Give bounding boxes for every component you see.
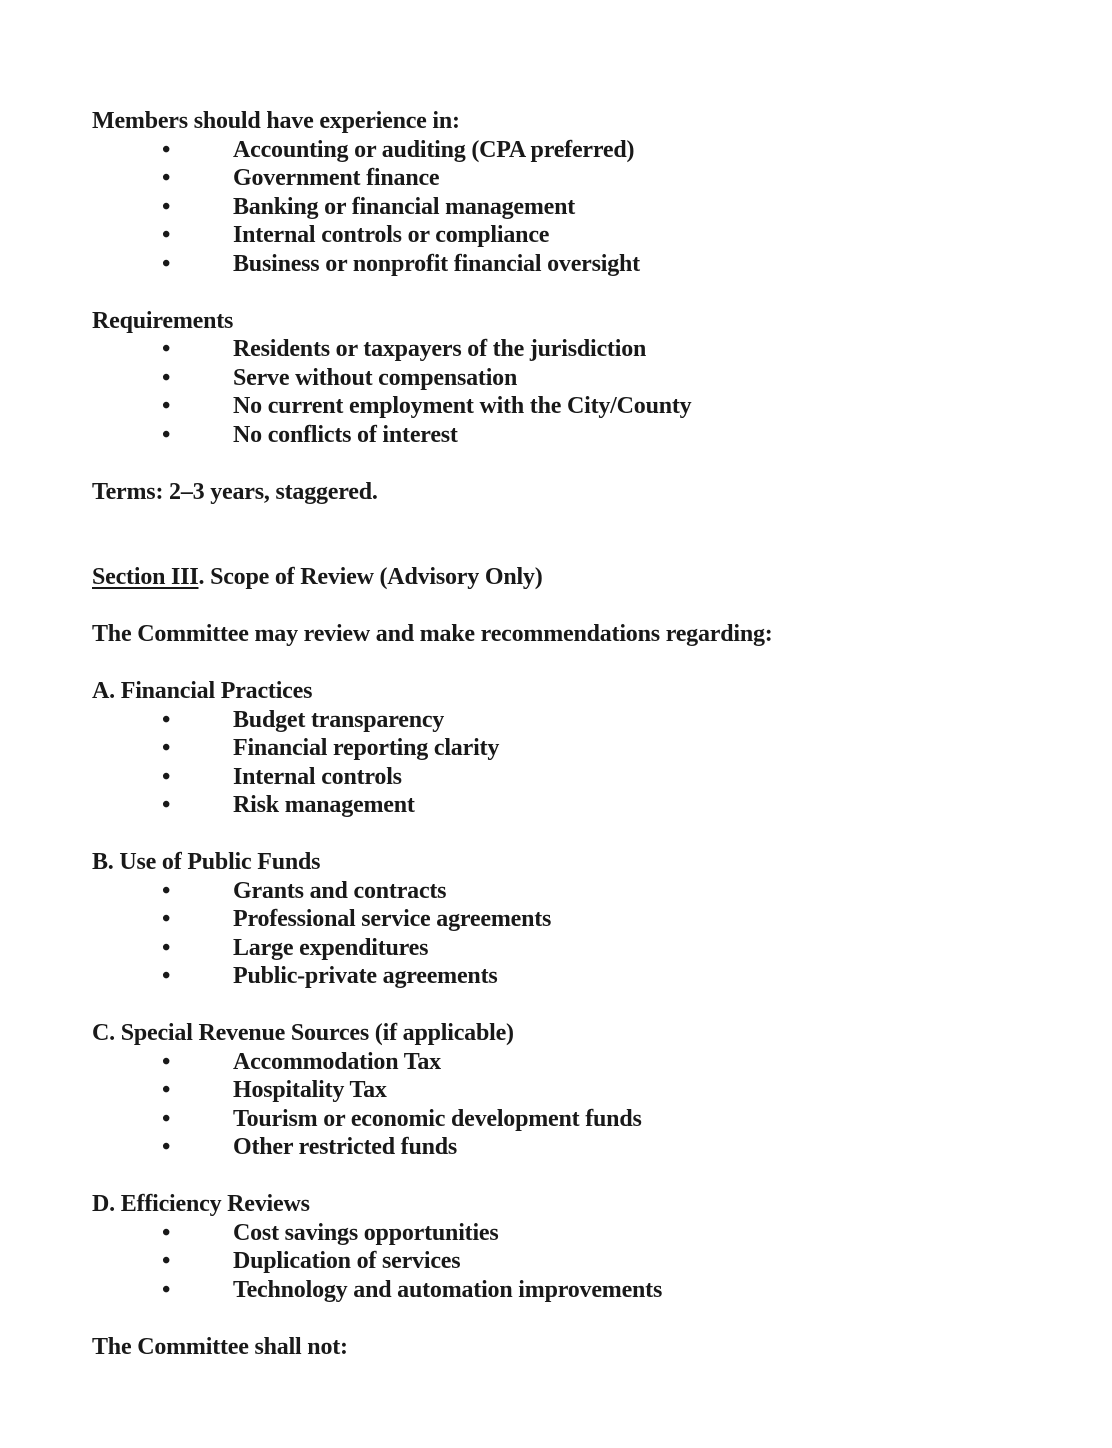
doc-block-requirements bbox=[92, 307, 1062, 450]
bullet-item-text: Internal controls or compliance bbox=[233, 222, 550, 248]
bullet-item-text: Risk management bbox=[233, 792, 415, 818]
bullet-item bbox=[92, 335, 1062, 364]
bullet-item bbox=[92, 221, 1062, 250]
bullet-icon: • bbox=[162, 336, 171, 362]
bullet-item-text: Financial reporting clarity bbox=[233, 735, 500, 761]
doc-block-intro bbox=[92, 620, 1062, 649]
bullet-item-text: Large expenditures bbox=[233, 934, 429, 961]
bullet-item-text: Technology and automation improvements bbox=[233, 1276, 663, 1303]
doc-block-efficiency bbox=[92, 1190, 1062, 1304]
bullet-icon: • bbox=[162, 250, 171, 277]
doc-heading: Members should have experience in: bbox=[92, 108, 460, 134]
bullet-list bbox=[92, 136, 1062, 279]
bullet-item bbox=[92, 392, 1062, 421]
bullet-icon: • bbox=[162, 934, 171, 961]
bullet-icon: • bbox=[162, 193, 171, 220]
bullet-item bbox=[92, 934, 1062, 963]
bullet-icon: • bbox=[162, 364, 171, 391]
doc-block-special-revenue bbox=[92, 1019, 1062, 1162]
bullet-item bbox=[92, 164, 1062, 193]
bullet-item bbox=[92, 1219, 1062, 1248]
bullet-item bbox=[92, 734, 1062, 763]
bullet-item-text: Grants and contracts bbox=[233, 877, 447, 904]
doc-heading: D. Efficiency Reviews bbox=[92, 1191, 310, 1217]
bullet-item bbox=[92, 1105, 1062, 1134]
bullet-icon: • bbox=[162, 877, 171, 904]
bullet-icon: • bbox=[162, 792, 171, 818]
bullet-item bbox=[92, 1276, 1062, 1305]
bullet-item bbox=[92, 763, 1062, 792]
doc-heading: B. Use of Public Funds bbox=[92, 849, 321, 875]
doc-block-terms bbox=[92, 478, 1062, 507]
bullet-icon: • bbox=[162, 1248, 171, 1274]
bullet-item-text: Internal controls bbox=[233, 763, 402, 790]
bullet-list bbox=[92, 1048, 1062, 1162]
bullet-item bbox=[92, 962, 1062, 991]
doc-heading: C. Special Revenue Sources (if applicable) bbox=[92, 1020, 514, 1046]
bullet-icon: • bbox=[162, 1219, 171, 1246]
doc-block-public-funds bbox=[92, 848, 1062, 991]
doc-block-members-experience bbox=[92, 107, 1062, 278]
bullet-item-text: Public-private agreements bbox=[233, 963, 498, 989]
bullet-item bbox=[92, 1247, 1062, 1276]
bullet-icon: • bbox=[162, 165, 171, 191]
bullet-icon: • bbox=[162, 136, 171, 163]
bullet-item-text: No conflicts of interest bbox=[233, 421, 458, 448]
bullet-icon: • bbox=[162, 1276, 171, 1303]
doc-block-financial-practices bbox=[92, 677, 1062, 820]
doc-block-section-heading bbox=[92, 563, 1062, 592]
section-heading bbox=[92, 563, 1062, 592]
bullet-item-text: Budget transparency bbox=[233, 706, 445, 733]
bullet-icon: • bbox=[162, 963, 171, 989]
bullet-item-text: Duplication of services bbox=[233, 1248, 461, 1274]
bullet-item-text: Cost savings opportunities bbox=[233, 1219, 499, 1246]
bullet-list bbox=[92, 706, 1062, 820]
bullet-item-text: Accounting or auditing (CPA preferred) bbox=[233, 136, 635, 163]
bullet-item-text: No current employment with the City/County bbox=[233, 393, 692, 419]
bullet-item bbox=[92, 791, 1062, 820]
bullet-item-text: Government finance bbox=[233, 165, 440, 191]
bullet-item bbox=[92, 1133, 1062, 1162]
bullet-item bbox=[92, 421, 1062, 450]
bullet-icon: • bbox=[162, 735, 171, 761]
bullet-item-text: Other restricted funds bbox=[233, 1134, 458, 1160]
bullet-item-text: Residents or taxpayers of the jurisdiction bbox=[233, 336, 647, 362]
bullet-list bbox=[92, 1219, 1062, 1305]
section-heading-rest: . Scope of Review (Advisory Only) bbox=[198, 564, 543, 590]
bullet-item-text: Banking or financial management bbox=[233, 193, 576, 220]
bullet-item bbox=[92, 877, 1062, 906]
paragraph: The Committee may review and make recommendations regarding: bbox=[92, 621, 773, 647]
doc-heading: Requirements bbox=[92, 307, 234, 334]
bullet-icon: • bbox=[162, 1077, 171, 1103]
bullet-item bbox=[92, 1076, 1062, 1105]
bullet-item-text: Hospitality Tax bbox=[233, 1077, 387, 1103]
bullet-item-text: Business or nonprofit financial oversight bbox=[233, 250, 640, 277]
bullet-icon: • bbox=[162, 1048, 171, 1075]
bullet-item bbox=[92, 136, 1062, 165]
bullet-list bbox=[92, 335, 1062, 449]
bullet-icon: • bbox=[162, 222, 171, 248]
bullet-icon: • bbox=[162, 421, 171, 448]
bullet-item-text: Professional service agreements bbox=[233, 906, 552, 932]
doc-heading: A. Financial Practices bbox=[92, 678, 313, 704]
bullet-item-text: Serve without compensation bbox=[233, 364, 518, 391]
bullet-item bbox=[92, 364, 1062, 393]
bullet-item-text: Tourism or economic development funds bbox=[233, 1105, 642, 1132]
bullet-icon: • bbox=[162, 906, 171, 932]
paragraph: Terms: 2–3 years, staggered. bbox=[92, 478, 378, 505]
bullet-item bbox=[92, 250, 1062, 279]
doc-block-shall-not bbox=[92, 1333, 1062, 1362]
paragraph: The Committee shall not: bbox=[92, 1333, 348, 1360]
bullet-icon: • bbox=[162, 706, 171, 733]
bullet-list bbox=[92, 877, 1062, 991]
bullet-icon: • bbox=[162, 393, 171, 419]
bullet-item bbox=[92, 193, 1062, 222]
bullet-item-text: Accommodation Tax bbox=[233, 1048, 441, 1075]
bullet-icon: • bbox=[162, 1105, 171, 1132]
bullet-item bbox=[92, 905, 1062, 934]
bullet-item bbox=[92, 1048, 1062, 1077]
section-heading-underlined: Section III bbox=[92, 564, 199, 590]
bullet-item bbox=[92, 706, 1062, 735]
bullet-icon: • bbox=[162, 763, 171, 790]
bullet-icon: • bbox=[162, 1134, 171, 1160]
